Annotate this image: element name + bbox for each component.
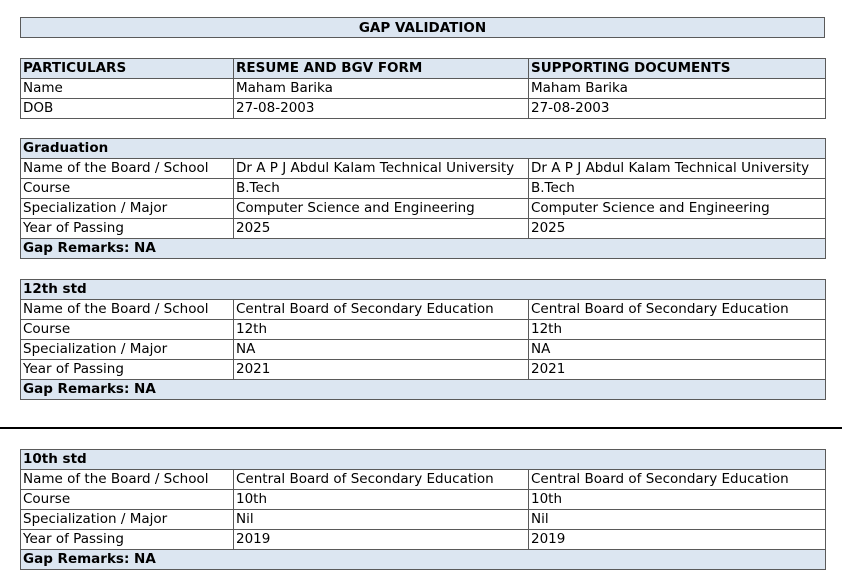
table-row bbox=[21, 179, 826, 199]
gap-remarks: Gap Remarks: NA bbox=[21, 239, 826, 259]
document-value: 2019 bbox=[529, 530, 826, 550]
row-label: Specialization / Major bbox=[21, 199, 234, 219]
table-row bbox=[21, 530, 826, 550]
row-label: Specialization / Major bbox=[21, 340, 234, 360]
header-resume-bgv: RESUME AND BGV FORM bbox=[234, 59, 529, 79]
section-heading: 10th std bbox=[21, 450, 826, 470]
resume-value: Central Board of Secondary Education bbox=[234, 300, 529, 320]
row-label: Name bbox=[21, 79, 234, 99]
table-row bbox=[21, 360, 826, 380]
document-value: Central Board of Secondary Education bbox=[529, 300, 826, 320]
table-row bbox=[21, 470, 826, 490]
table-row bbox=[21, 340, 826, 360]
particulars-table bbox=[20, 58, 826, 119]
10th-std-table bbox=[20, 449, 826, 570]
row-label: Course bbox=[21, 490, 234, 510]
resume-value: 10th bbox=[234, 490, 529, 510]
row-label: Name of the Board / School bbox=[21, 300, 234, 320]
resume-value: 27-08-2003 bbox=[234, 99, 529, 119]
row-label: DOB bbox=[21, 99, 234, 119]
row-label: Name of the Board / School bbox=[21, 159, 234, 179]
document-value: Dr A P J Abdul Kalam Technical University bbox=[529, 159, 826, 179]
row-label: Year of Passing bbox=[21, 219, 234, 239]
resume-value: Nil bbox=[234, 510, 529, 530]
resume-value: 2019 bbox=[234, 530, 529, 550]
document-value: 2025 bbox=[529, 219, 826, 239]
header-particulars: PARTICULARS bbox=[21, 59, 234, 79]
table-row bbox=[21, 219, 826, 239]
resume-value: 2025 bbox=[234, 219, 529, 239]
document-value: 12th bbox=[529, 320, 826, 340]
table-row bbox=[21, 510, 826, 530]
document-value: NA bbox=[529, 340, 826, 360]
particulars-header-row bbox=[21, 59, 826, 79]
document-value: Computer Science and Engineering bbox=[529, 199, 826, 219]
resume-value: Central Board of Secondary Education bbox=[234, 470, 529, 490]
document-value: B.Tech bbox=[529, 179, 826, 199]
table-row bbox=[21, 159, 826, 179]
page-title: GAP VALIDATION bbox=[20, 17, 825, 38]
page-divider bbox=[0, 427, 842, 429]
resume-value: 12th bbox=[234, 320, 529, 340]
row-label: Course bbox=[21, 320, 234, 340]
resume-value: Maham Barika bbox=[234, 79, 529, 99]
12th-std-table bbox=[20, 279, 826, 400]
resume-value: NA bbox=[234, 340, 529, 360]
table-row bbox=[21, 79, 826, 99]
resume-value: Computer Science and Engineering bbox=[234, 199, 529, 219]
section-heading: 12th std bbox=[21, 280, 826, 300]
document-value: 27-08-2003 bbox=[529, 99, 826, 119]
document-value: Nil bbox=[529, 510, 826, 530]
table-row bbox=[21, 199, 826, 219]
table-row bbox=[21, 99, 826, 119]
row-label: Year of Passing bbox=[21, 530, 234, 550]
row-label: Specialization / Major bbox=[21, 510, 234, 530]
document-value: Central Board of Secondary Education bbox=[529, 470, 826, 490]
document-value: 10th bbox=[529, 490, 826, 510]
header-supporting-docs: SUPPORTING DOCUMENTS bbox=[529, 59, 826, 79]
document-value: 2021 bbox=[529, 360, 826, 380]
resume-value: Dr A P J Abdul Kalam Technical University bbox=[234, 159, 529, 179]
table-row bbox=[21, 490, 826, 510]
section-heading: Graduation bbox=[21, 139, 826, 159]
resume-value: 2021 bbox=[234, 360, 529, 380]
gap-remarks: Gap Remarks: NA bbox=[21, 380, 826, 400]
row-label: Name of the Board / School bbox=[21, 470, 234, 490]
table-row bbox=[21, 320, 826, 340]
resume-value: B.Tech bbox=[234, 179, 529, 199]
graduation-table bbox=[20, 138, 826, 259]
row-label: Course bbox=[21, 179, 234, 199]
gap-remarks: Gap Remarks: NA bbox=[21, 550, 826, 570]
table-row bbox=[21, 300, 826, 320]
row-label: Year of Passing bbox=[21, 360, 234, 380]
document-value: Maham Barika bbox=[529, 79, 826, 99]
